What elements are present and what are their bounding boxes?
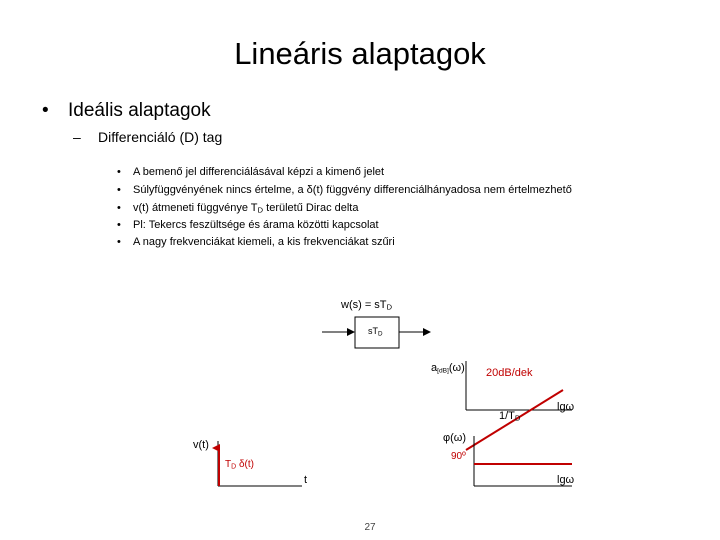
step-plot-xlabel: t bbox=[304, 474, 308, 486]
dash-icon: – bbox=[73, 129, 81, 145]
bullet-dot-icon: • bbox=[117, 236, 121, 248]
bullet-text: Pl: Tekercs feszültsége és árama közötti kapcsolat bbox=[133, 219, 379, 231]
bullet-text: A nagy frekvenciákat kiemeli, a kis frekvenciákat szűri bbox=[133, 236, 395, 248]
bullet-text: A bemenő jel differenciálásával képzi a kimenő jelet bbox=[133, 166, 385, 178]
corner-frequency-label: $1/T_D$ bbox=[499, 410, 521, 423]
impulse-label: $T_D$ δ(t) bbox=[225, 459, 254, 471]
bullet-dot-icon: • bbox=[42, 100, 49, 121]
page-number: 27 bbox=[364, 522, 376, 533]
amp-slope-label: 20dB/dek bbox=[486, 367, 533, 379]
bullet-subscript: D bbox=[257, 205, 264, 215]
amp-plot-ylabel: $a_{[dB]}(\omega)$ bbox=[431, 362, 465, 375]
bullet-text-post: területű Dirac delta bbox=[263, 202, 359, 214]
bullet-dot-icon: • bbox=[117, 219, 121, 231]
slide-title: Lineáris alaptagok bbox=[234, 36, 486, 71]
bullet-text: v(t) átmeneti függvénye T bbox=[133, 202, 258, 214]
bullet-dot-icon: • bbox=[117, 184, 121, 196]
level2-text: Differenciáló (D) tag bbox=[98, 129, 223, 145]
level1-text: Ideális alaptagok bbox=[68, 100, 211, 121]
step-plot-ylabel: v(t) bbox=[193, 439, 209, 451]
phase-plot-xlabel: lgω bbox=[557, 474, 575, 486]
transfer-function-label: $w(s) = sT_D$ bbox=[341, 299, 393, 312]
bullet-dot-icon: • bbox=[117, 202, 121, 214]
bullet-dot-icon: • bbox=[117, 166, 121, 178]
amp-plot-xlabel: lgω bbox=[557, 401, 575, 413]
phase-level-label: 90º bbox=[451, 451, 466, 462]
phase-plot-ylabel: φ(ω) bbox=[443, 432, 467, 444]
block-label: $sT_D$ bbox=[368, 326, 383, 338]
bullet-text: Súlyfüggvényének nincs értelme, a δ(t) függvény differenciálhányadosa nem értelmezhető bbox=[133, 184, 572, 196]
